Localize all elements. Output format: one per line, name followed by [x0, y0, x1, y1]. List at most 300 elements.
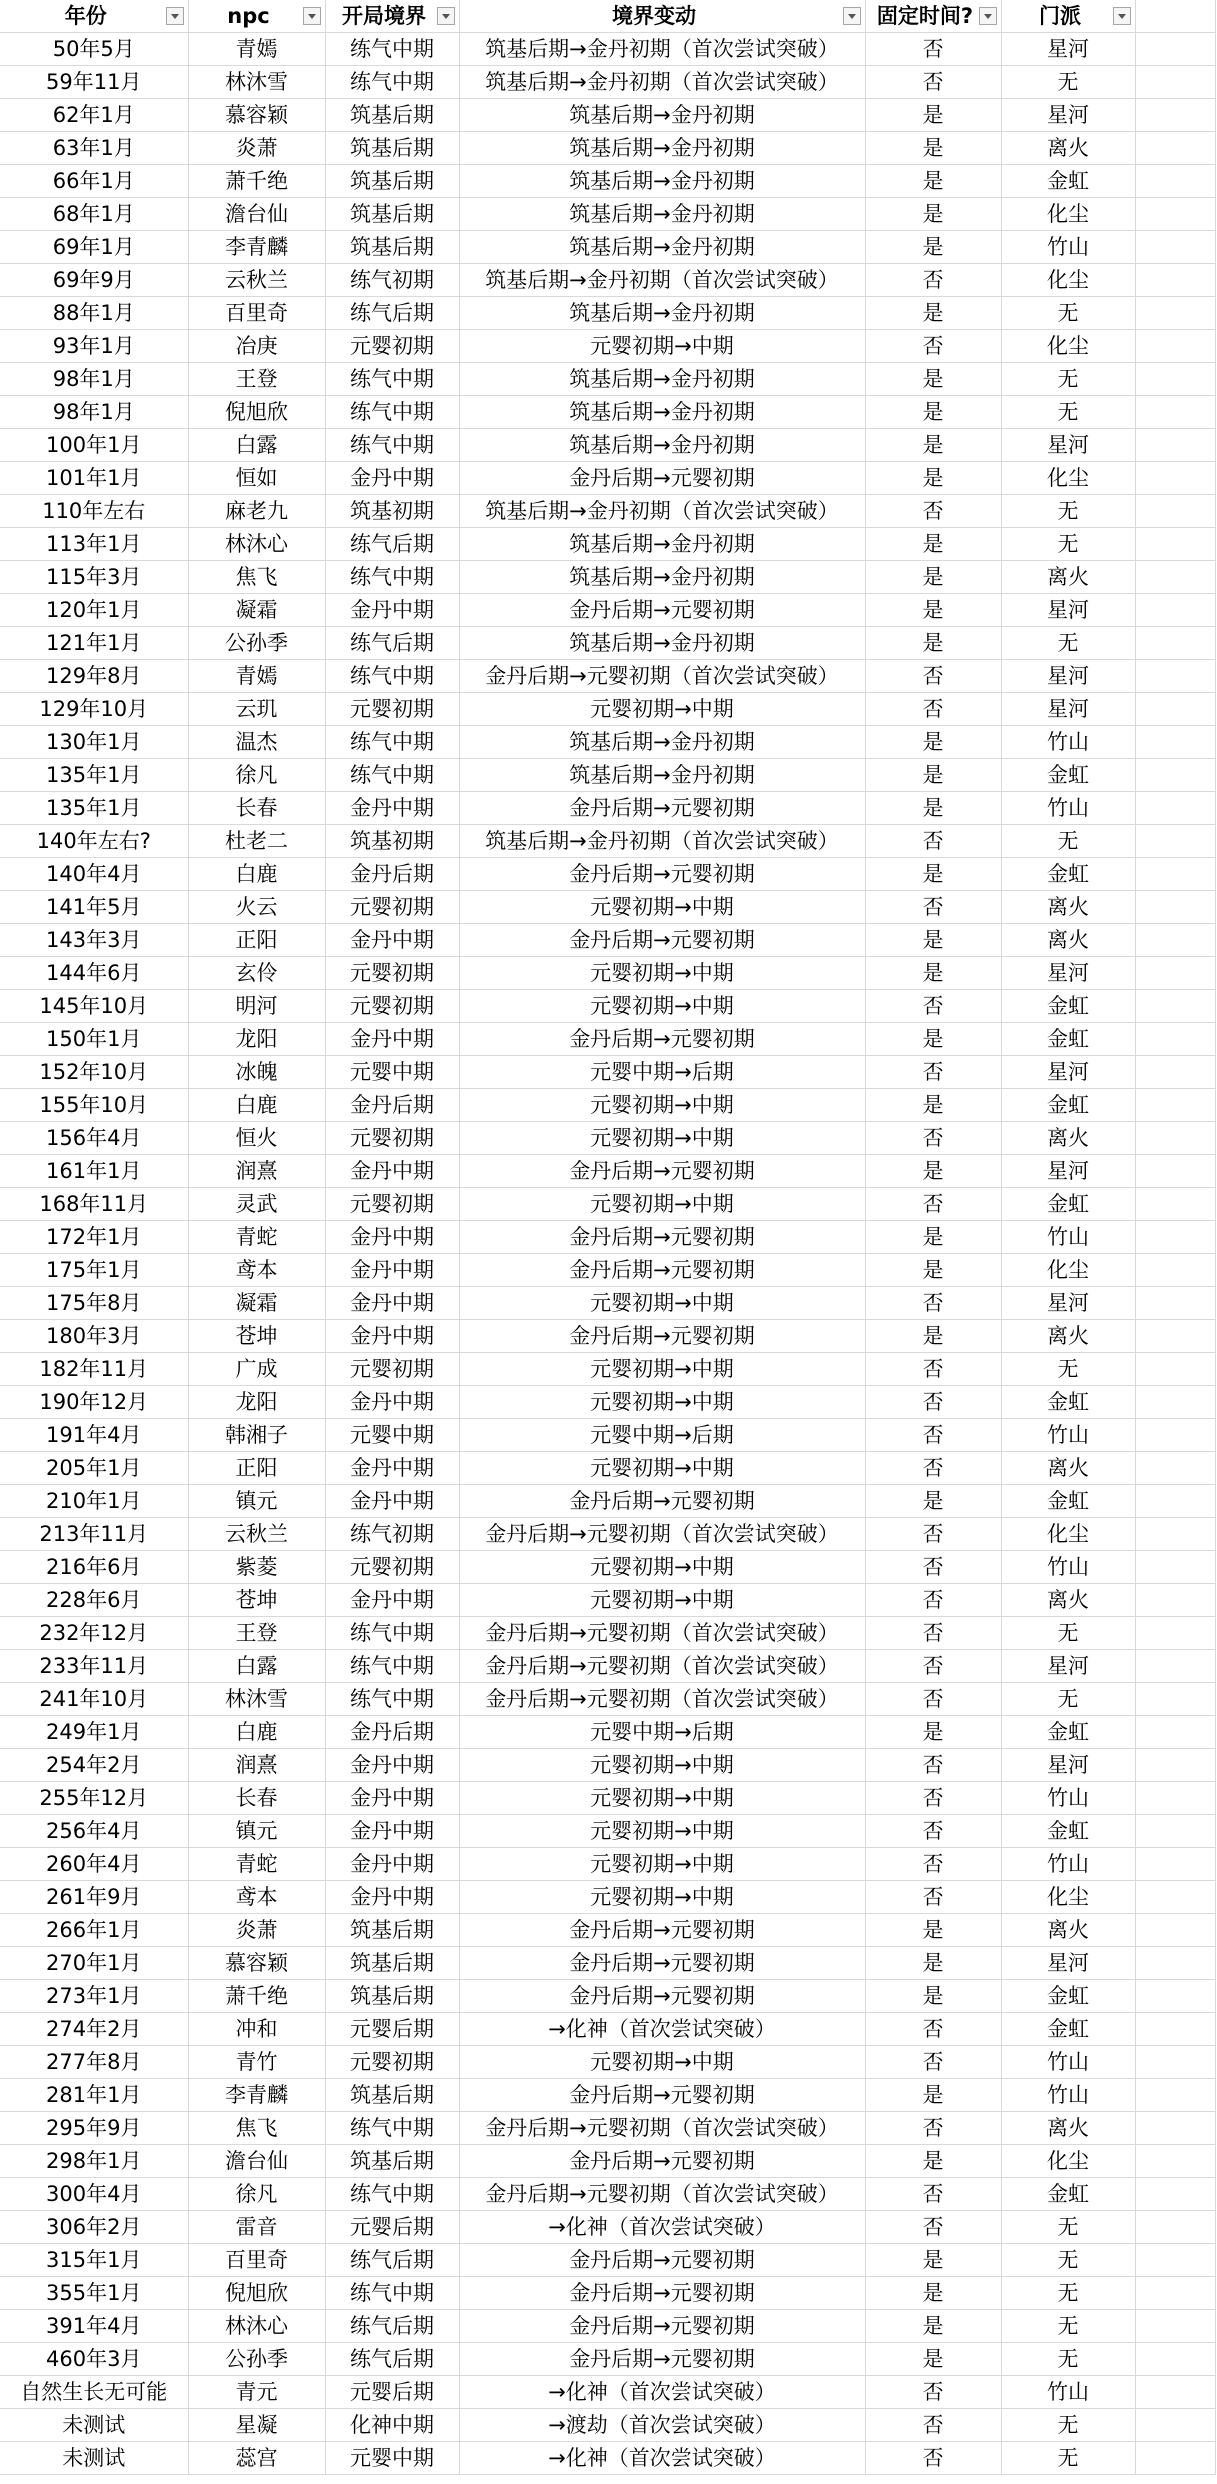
cell-fixed-time[interactable]: 否 — [865, 2046, 1001, 2079]
cell-start-realm[interactable]: 筑基后期 — [325, 2145, 459, 2178]
empty-cell[interactable] — [1135, 198, 1215, 231]
cell-fixed-time[interactable]: 否 — [865, 1386, 1001, 1419]
cell-realm-change[interactable]: 筑基后期→金丹初期（首次尝试突破） — [459, 825, 865, 858]
empty-cell[interactable] — [1135, 2046, 1215, 2079]
cell-year[interactable]: 93年1月 — [0, 330, 188, 363]
empty-cell[interactable] — [1135, 1485, 1215, 1518]
cell-year[interactable]: 261年9月 — [0, 1881, 188, 1914]
cell-year[interactable]: 205年1月 — [0, 1452, 188, 1485]
cell-sect[interactable]: 化尘 — [1001, 1254, 1135, 1287]
cell-sect[interactable]: 无 — [1001, 528, 1135, 561]
cell-fixed-time[interactable]: 否 — [865, 1551, 1001, 1584]
cell-fixed-time[interactable]: 是 — [865, 363, 1001, 396]
cell-realm-change[interactable]: 筑基后期→金丹初期 — [459, 132, 865, 165]
cell-fixed-time[interactable]: 否 — [865, 1881, 1001, 1914]
cell-start-realm[interactable]: 金丹中期 — [325, 1584, 459, 1617]
cell-realm-change[interactable]: 金丹后期→元婴初期 — [459, 1914, 865, 1947]
empty-cell[interactable] — [1135, 33, 1215, 66]
cell-realm-change[interactable]: 元婴中期→后期 — [459, 1716, 865, 1749]
cell-sect[interactable]: 金虹 — [1001, 165, 1135, 198]
cell-realm-change[interactable]: 金丹后期→元婴初期 — [459, 1023, 865, 1056]
cell-realm-change[interactable]: 金丹后期→元婴初期 — [459, 858, 865, 891]
cell-realm-change[interactable]: 金丹后期→元婴初期 — [459, 2343, 865, 2376]
empty-cell[interactable] — [1135, 891, 1215, 924]
empty-cell[interactable] — [1135, 1749, 1215, 1782]
cell-year[interactable]: 141年5月 — [0, 891, 188, 924]
cell-npc[interactable]: 青竹 — [188, 2046, 325, 2079]
cell-sect[interactable]: 金虹 — [1001, 1023, 1135, 1056]
cell-year[interactable]: 156年4月 — [0, 1122, 188, 1155]
cell-sect[interactable]: 化尘 — [1001, 1881, 1135, 1914]
cell-npc[interactable]: 苍坤 — [188, 1584, 325, 1617]
cell-realm-change[interactable]: 筑基后期→金丹初期（首次尝试突破） — [459, 66, 865, 99]
cell-start-realm[interactable]: 练气中期 — [325, 429, 459, 462]
cell-npc[interactable]: 徐凡 — [188, 2178, 325, 2211]
empty-cell[interactable] — [1135, 1386, 1215, 1419]
cell-start-realm[interactable]: 元婴中期 — [325, 2442, 459, 2475]
cell-fixed-time[interactable]: 否 — [865, 1188, 1001, 1221]
cell-sect[interactable]: 离火 — [1001, 132, 1135, 165]
empty-cell[interactable] — [1135, 363, 1215, 396]
cell-sect[interactable]: 星河 — [1001, 1749, 1135, 1782]
cell-npc[interactable]: 林沐雪 — [188, 66, 325, 99]
cell-sect[interactable]: 金虹 — [1001, 2178, 1135, 2211]
cell-npc[interactable]: 百里奇 — [188, 2244, 325, 2277]
empty-cell[interactable] — [1135, 2145, 1215, 2178]
cell-year[interactable]: 143年3月 — [0, 924, 188, 957]
empty-cell[interactable] — [1135, 693, 1215, 726]
empty-cell[interactable] — [1135, 462, 1215, 495]
cell-npc[interactable]: 王登 — [188, 1617, 325, 1650]
cell-start-realm[interactable]: 金丹后期 — [325, 858, 459, 891]
cell-npc[interactable]: 凝霜 — [188, 1287, 325, 1320]
cell-year[interactable]: 175年1月 — [0, 1254, 188, 1287]
cell-start-realm[interactable]: 练气初期 — [325, 264, 459, 297]
cell-start-realm[interactable]: 练气中期 — [325, 363, 459, 396]
cell-year[interactable]: 69年1月 — [0, 231, 188, 264]
cell-year[interactable]: 135年1月 — [0, 759, 188, 792]
empty-cell[interactable] — [1135, 429, 1215, 462]
cell-realm-change[interactable]: 元婴初期→中期 — [459, 1353, 865, 1386]
cell-realm-change[interactable]: 筑基后期→金丹初期 — [459, 297, 865, 330]
cell-year[interactable]: 182年11月 — [0, 1353, 188, 1386]
cell-fixed-time[interactable]: 是 — [865, 132, 1001, 165]
cell-realm-change[interactable]: 元婴初期→中期 — [459, 1584, 865, 1617]
cell-realm-change[interactable]: →化神（首次尝试突破） — [459, 2211, 865, 2244]
cell-npc[interactable]: 李青麟 — [188, 231, 325, 264]
cell-npc[interactable]: 青元 — [188, 2376, 325, 2409]
cell-npc[interactable]: 麻老九 — [188, 495, 325, 528]
cell-npc[interactable]: 冶庚 — [188, 330, 325, 363]
empty-cell[interactable] — [1135, 1848, 1215, 1881]
cell-start-realm[interactable]: 元婴初期 — [325, 1122, 459, 1155]
cell-start-realm[interactable]: 金丹中期 — [325, 1782, 459, 1815]
cell-year[interactable]: 232年12月 — [0, 1617, 188, 1650]
cell-sect[interactable]: 化尘 — [1001, 264, 1135, 297]
cell-realm-change[interactable]: 金丹后期→元婴初期（首次尝试突破） — [459, 1683, 865, 1716]
empty-cell[interactable] — [1135, 2376, 1215, 2409]
cell-realm-change[interactable]: 筑基后期→金丹初期（首次尝试突破） — [459, 264, 865, 297]
cell-sect[interactable]: 竹山 — [1001, 1419, 1135, 1452]
cell-start-realm[interactable]: 练气中期 — [325, 66, 459, 99]
cell-npc[interactable]: 云秋兰 — [188, 264, 325, 297]
cell-npc[interactable]: 青蛇 — [188, 1221, 325, 1254]
cell-realm-change[interactable]: 筑基后期→金丹初期 — [459, 429, 865, 462]
cell-realm-change[interactable]: 金丹后期→元婴初期 — [459, 594, 865, 627]
empty-cell[interactable] — [1135, 759, 1215, 792]
cell-npc[interactable]: 鸢本 — [188, 1254, 325, 1287]
cell-fixed-time[interactable]: 是 — [865, 594, 1001, 627]
cell-start-realm[interactable]: 筑基后期 — [325, 1980, 459, 2013]
empty-cell[interactable] — [1135, 2442, 1215, 2475]
cell-year[interactable]: 140年左右? — [0, 825, 188, 858]
cell-realm-change[interactable]: 元婴初期→中期 — [459, 1122, 865, 1155]
cell-start-realm[interactable]: 练气后期 — [325, 2343, 459, 2376]
cell-realm-change[interactable]: 筑基后期→金丹初期 — [459, 627, 865, 660]
empty-cell[interactable] — [1135, 2178, 1215, 2211]
cell-sect[interactable]: 无 — [1001, 495, 1135, 528]
cell-year[interactable]: 172年1月 — [0, 1221, 188, 1254]
cell-start-realm[interactable]: 金丹中期 — [325, 1023, 459, 1056]
cell-year[interactable]: 113年1月 — [0, 528, 188, 561]
cell-sect[interactable]: 金虹 — [1001, 1980, 1135, 2013]
cell-sect[interactable]: 金虹 — [1001, 1188, 1135, 1221]
cell-year[interactable]: 256年4月 — [0, 1815, 188, 1848]
cell-fixed-time[interactable]: 是 — [865, 1980, 1001, 2013]
cell-realm-change[interactable]: 金丹后期→元婴初期 — [459, 1155, 865, 1188]
cell-realm-change[interactable]: 金丹后期→元婴初期 — [459, 1947, 865, 1980]
cell-sect[interactable]: 星河 — [1001, 1947, 1135, 1980]
empty-cell[interactable] — [1135, 1716, 1215, 1749]
cell-fixed-time[interactable]: 是 — [865, 792, 1001, 825]
empty-cell[interactable] — [1135, 495, 1215, 528]
cell-sect[interactable]: 无 — [1001, 2244, 1135, 2277]
cell-year[interactable]: 135年1月 — [0, 792, 188, 825]
cell-sect[interactable]: 无 — [1001, 825, 1135, 858]
empty-cell[interactable] — [1135, 66, 1215, 99]
cell-realm-change[interactable]: 金丹后期→元婴初期 — [459, 2277, 865, 2310]
cell-npc[interactable]: 白露 — [188, 1650, 325, 1683]
cell-year[interactable]: 100年1月 — [0, 429, 188, 462]
cell-year[interactable]: 175年8月 — [0, 1287, 188, 1320]
cell-fixed-time[interactable]: 否 — [865, 1353, 1001, 1386]
empty-cell[interactable] — [1135, 165, 1215, 198]
cell-realm-change[interactable]: 筑基后期→金丹初期 — [459, 396, 865, 429]
cell-year[interactable]: 233年11月 — [0, 1650, 188, 1683]
cell-realm-change[interactable]: 筑基后期→金丹初期 — [459, 759, 865, 792]
cell-year[interactable]: 191年4月 — [0, 1419, 188, 1452]
cell-fixed-time[interactable]: 是 — [865, 297, 1001, 330]
cell-realm-change[interactable]: 元婴初期→中期 — [459, 1848, 865, 1881]
empty-cell[interactable] — [1135, 1518, 1215, 1551]
cell-start-realm[interactable]: 练气后期 — [325, 528, 459, 561]
cell-start-realm[interactable]: 金丹中期 — [325, 1320, 459, 1353]
cell-start-realm[interactable]: 元婴初期 — [325, 990, 459, 1023]
cell-realm-change[interactable]: 金丹后期→元婴初期 — [459, 2244, 865, 2277]
empty-cell[interactable] — [1135, 1584, 1215, 1617]
cell-fixed-time[interactable]: 是 — [865, 2310, 1001, 2343]
cell-realm-change[interactable]: 元婴初期→中期 — [459, 1386, 865, 1419]
empty-cell[interactable] — [1135, 297, 1215, 330]
cell-realm-change[interactable]: 元婴初期→中期 — [459, 1287, 865, 1320]
cell-start-realm[interactable]: 金丹中期 — [325, 1221, 459, 1254]
cell-start-realm[interactable]: 金丹中期 — [325, 1749, 459, 1782]
cell-start-realm[interactable]: 筑基后期 — [325, 99, 459, 132]
cell-start-realm[interactable]: 练气中期 — [325, 1683, 459, 1716]
cell-fixed-time[interactable]: 否 — [865, 1452, 1001, 1485]
cell-sect[interactable]: 离火 — [1001, 2112, 1135, 2145]
cell-fixed-time[interactable]: 是 — [865, 528, 1001, 561]
cell-year[interactable]: 210年1月 — [0, 1485, 188, 1518]
cell-year[interactable]: 295年9月 — [0, 2112, 188, 2145]
cell-npc[interactable]: 白露 — [188, 429, 325, 462]
cell-fixed-time[interactable]: 是 — [865, 726, 1001, 759]
cell-start-realm[interactable]: 金丹中期 — [325, 1452, 459, 1485]
cell-realm-change[interactable]: 筑基后期→金丹初期（首次尝试突破） — [459, 33, 865, 66]
cell-realm-change[interactable]: 筑基后期→金丹初期 — [459, 726, 865, 759]
cell-sect[interactable]: 星河 — [1001, 1056, 1135, 1089]
cell-fixed-time[interactable]: 否 — [865, 1122, 1001, 1155]
filter-dropdown-icon[interactable] — [303, 7, 321, 25]
cell-year[interactable]: 228年6月 — [0, 1584, 188, 1617]
empty-cell[interactable] — [1135, 99, 1215, 132]
cell-fixed-time[interactable]: 否 — [865, 1782, 1001, 1815]
cell-npc[interactable]: 白鹿 — [188, 858, 325, 891]
cell-realm-change[interactable]: 金丹后期→元婴初期 — [459, 2145, 865, 2178]
cell-start-realm[interactable]: 元婴初期 — [325, 330, 459, 363]
cell-sect[interactable]: 无 — [1001, 2442, 1135, 2475]
empty-cell[interactable] — [1135, 726, 1215, 759]
cell-year[interactable]: 355年1月 — [0, 2277, 188, 2310]
empty-cell[interactable] — [1135, 528, 1215, 561]
cell-npc[interactable]: 李青麟 — [188, 2079, 325, 2112]
cell-sect[interactable]: 金虹 — [1001, 2013, 1135, 2046]
cell-start-realm[interactable]: 金丹中期 — [325, 1386, 459, 1419]
cell-sect[interactable]: 离火 — [1001, 1914, 1135, 1947]
cell-start-realm[interactable]: 元婴初期 — [325, 693, 459, 726]
cell-sect[interactable]: 无 — [1001, 396, 1135, 429]
cell-sect[interactable]: 竹山 — [1001, 2046, 1135, 2079]
cell-npc[interactable]: 恒火 — [188, 1122, 325, 1155]
cell-npc[interactable]: 灵武 — [188, 1188, 325, 1221]
cell-fixed-time[interactable]: 是 — [865, 627, 1001, 660]
cell-start-realm[interactable]: 练气中期 — [325, 1617, 459, 1650]
cell-npc[interactable]: 正阳 — [188, 924, 325, 957]
cell-fixed-time[interactable]: 否 — [865, 33, 1001, 66]
cell-realm-change[interactable]: 元婴中期→后期 — [459, 1419, 865, 1452]
cell-fixed-time[interactable]: 否 — [865, 1584, 1001, 1617]
cell-year[interactable]: 315年1月 — [0, 2244, 188, 2277]
cell-realm-change[interactable]: 元婴初期→中期 — [459, 1815, 865, 1848]
cell-sect[interactable]: 星河 — [1001, 429, 1135, 462]
cell-year[interactable]: 152年10月 — [0, 1056, 188, 1089]
cell-start-realm[interactable]: 元婴中期 — [325, 1056, 459, 1089]
cell-start-realm[interactable]: 元婴后期 — [325, 2013, 459, 2046]
cell-npc[interactable]: 倪旭欣 — [188, 396, 325, 429]
cell-sect[interactable]: 无 — [1001, 363, 1135, 396]
cell-sect[interactable]: 金虹 — [1001, 990, 1135, 1023]
cell-year[interactable]: 59年11月 — [0, 66, 188, 99]
cell-npc[interactable]: 雷音 — [188, 2211, 325, 2244]
cell-npc[interactable]: 鸢本 — [188, 1881, 325, 1914]
cell-fixed-time[interactable]: 是 — [865, 2277, 1001, 2310]
cell-sect[interactable]: 化尘 — [1001, 462, 1135, 495]
cell-fixed-time[interactable]: 是 — [865, 1947, 1001, 1980]
cell-fixed-time[interactable]: 否 — [865, 264, 1001, 297]
cell-start-realm[interactable]: 元婴初期 — [325, 1188, 459, 1221]
cell-npc[interactable]: 萧千绝 — [188, 165, 325, 198]
cell-npc[interactable]: 公孙季 — [188, 2343, 325, 2376]
cell-sect[interactable]: 离火 — [1001, 1452, 1135, 1485]
cell-npc[interactable]: 龙阳 — [188, 1386, 325, 1419]
empty-cell[interactable] — [1135, 1155, 1215, 1188]
cell-npc[interactable]: 林沐心 — [188, 2310, 325, 2343]
cell-fixed-time[interactable]: 是 — [865, 561, 1001, 594]
cell-fixed-time[interactable]: 是 — [865, 2079, 1001, 2112]
cell-realm-change[interactable]: 筑基后期→金丹初期 — [459, 561, 865, 594]
cell-fixed-time[interactable]: 是 — [865, 1716, 1001, 1749]
empty-cell[interactable] — [1135, 1023, 1215, 1056]
empty-cell[interactable] — [1135, 1221, 1215, 1254]
cell-realm-change[interactable]: 金丹后期→元婴初期 — [459, 1221, 865, 1254]
cell-realm-change[interactable]: 元婴初期→中期 — [459, 1881, 865, 1914]
cell-realm-change[interactable]: 金丹后期→元婴初期（首次尝试突破） — [459, 2112, 865, 2145]
empty-cell[interactable] — [1135, 1683, 1215, 1716]
cell-sect[interactable]: 星河 — [1001, 1155, 1135, 1188]
cell-start-realm[interactable]: 筑基初期 — [325, 825, 459, 858]
cell-npc[interactable]: 冰魄 — [188, 1056, 325, 1089]
cell-year[interactable]: 255年12月 — [0, 1782, 188, 1815]
filter-dropdown-icon[interactable] — [1113, 7, 1131, 25]
cell-realm-change[interactable]: 金丹后期→元婴初期（首次尝试突破） — [459, 2178, 865, 2211]
cell-sect[interactable]: 金虹 — [1001, 1485, 1135, 1518]
cell-year[interactable]: 140年4月 — [0, 858, 188, 891]
cell-fixed-time[interactable]: 否 — [865, 2409, 1001, 2442]
cell-npc[interactable]: 青嫣 — [188, 660, 325, 693]
cell-start-realm[interactable]: 练气后期 — [325, 297, 459, 330]
cell-year[interactable]: 未测试 — [0, 2409, 188, 2442]
cell-year[interactable]: 260年4月 — [0, 1848, 188, 1881]
empty-cell[interactable] — [1135, 1980, 1215, 2013]
cell-realm-change[interactable]: 元婴初期→中期 — [459, 990, 865, 1023]
cell-fixed-time[interactable]: 否 — [865, 990, 1001, 1023]
cell-fixed-time[interactable]: 否 — [865, 2376, 1001, 2409]
cell-npc[interactable]: 萧千绝 — [188, 1980, 325, 2013]
cell-npc[interactable]: 慕容颖 — [188, 1947, 325, 1980]
cell-start-realm[interactable]: 练气后期 — [325, 2244, 459, 2277]
cell-fixed-time[interactable]: 否 — [865, 2211, 1001, 2244]
cell-realm-change[interactable]: 元婴初期→中期 — [459, 1452, 865, 1485]
cell-year[interactable]: 88年1月 — [0, 297, 188, 330]
cell-sect[interactable]: 无 — [1001, 297, 1135, 330]
cell-sect[interactable]: 离火 — [1001, 1320, 1135, 1353]
empty-cell[interactable] — [1135, 1650, 1215, 1683]
cell-start-realm[interactable]: 金丹中期 — [325, 1848, 459, 1881]
cell-year[interactable]: 101年1月 — [0, 462, 188, 495]
cell-sect[interactable]: 竹山 — [1001, 1551, 1135, 1584]
empty-cell[interactable] — [1135, 924, 1215, 957]
cell-sect[interactable]: 竹山 — [1001, 726, 1135, 759]
cell-start-realm[interactable]: 筑基后期 — [325, 198, 459, 231]
cell-year[interactable]: 241年10月 — [0, 1683, 188, 1716]
cell-sect[interactable]: 星河 — [1001, 660, 1135, 693]
empty-cell[interactable] — [1135, 660, 1215, 693]
empty-cell[interactable] — [1135, 2211, 1215, 2244]
cell-fixed-time[interactable]: 是 — [865, 2145, 1001, 2178]
cell-sect[interactable]: 星河 — [1001, 1650, 1135, 1683]
cell-year[interactable]: 63年1月 — [0, 132, 188, 165]
empty-cell[interactable] — [1135, 1254, 1215, 1287]
cell-realm-change[interactable]: 金丹后期→元婴初期（首次尝试突破） — [459, 1650, 865, 1683]
cell-fixed-time[interactable]: 是 — [865, 1254, 1001, 1287]
cell-start-realm[interactable]: 练气中期 — [325, 2112, 459, 2145]
cell-sect[interactable]: 无 — [1001, 2409, 1135, 2442]
empty-cell[interactable] — [1135, 1815, 1215, 1848]
cell-start-realm[interactable]: 筑基初期 — [325, 495, 459, 528]
cell-npc[interactable]: 玄伶 — [188, 957, 325, 990]
cell-start-realm[interactable]: 元婴初期 — [325, 891, 459, 924]
cell-npc[interactable]: 白鹿 — [188, 1716, 325, 1749]
cell-sect[interactable]: 竹山 — [1001, 792, 1135, 825]
cell-start-realm[interactable]: 练气中期 — [325, 660, 459, 693]
cell-year[interactable]: 254年2月 — [0, 1749, 188, 1782]
cell-sect[interactable]: 无 — [1001, 2277, 1135, 2310]
cell-fixed-time[interactable]: 是 — [865, 858, 1001, 891]
cell-sect[interactable]: 竹山 — [1001, 2376, 1135, 2409]
cell-year[interactable]: 306年2月 — [0, 2211, 188, 2244]
cell-sect[interactable]: 离火 — [1001, 561, 1135, 594]
cell-year[interactable]: 145年10月 — [0, 990, 188, 1023]
cell-year[interactable]: 277年8月 — [0, 2046, 188, 2079]
cell-realm-change[interactable]: 元婴初期→中期 — [459, 891, 865, 924]
cell-realm-change[interactable]: 元婴中期→后期 — [459, 1056, 865, 1089]
cell-npc[interactable]: 恒如 — [188, 462, 325, 495]
cell-npc[interactable]: 焦飞 — [188, 561, 325, 594]
cell-start-realm[interactable]: 金丹中期 — [325, 1287, 459, 1320]
empty-cell[interactable] — [1135, 264, 1215, 297]
cell-npc[interactable]: 镇元 — [188, 1815, 325, 1848]
cell-npc[interactable]: 百里奇 — [188, 297, 325, 330]
cell-realm-change[interactable]: →化神（首次尝试突破） — [459, 2376, 865, 2409]
cell-year[interactable]: 110年左右 — [0, 495, 188, 528]
cell-fixed-time[interactable]: 是 — [865, 759, 1001, 792]
cell-start-realm[interactable]: 金丹中期 — [325, 792, 459, 825]
empty-cell[interactable] — [1135, 561, 1215, 594]
cell-npc[interactable]: 徐凡 — [188, 759, 325, 792]
cell-year[interactable]: 300年4月 — [0, 2178, 188, 2211]
empty-cell[interactable] — [1135, 2277, 1215, 2310]
cell-year[interactable]: 69年9月 — [0, 264, 188, 297]
cell-sect[interactable]: 星河 — [1001, 33, 1135, 66]
cell-fixed-time[interactable]: 是 — [865, 396, 1001, 429]
empty-cell[interactable] — [1135, 2343, 1215, 2376]
cell-fixed-time[interactable]: 否 — [865, 825, 1001, 858]
cell-sect[interactable]: 金虹 — [1001, 1089, 1135, 1122]
empty-cell[interactable] — [1135, 1089, 1215, 1122]
cell-year[interactable]: 213年11月 — [0, 1518, 188, 1551]
empty-cell[interactable] — [1135, 2112, 1215, 2145]
cell-year[interactable]: 66年1月 — [0, 165, 188, 198]
cell-start-realm[interactable]: 元婴初期 — [325, 1353, 459, 1386]
cell-fixed-time[interactable]: 否 — [865, 330, 1001, 363]
cell-npc[interactable]: 云玑 — [188, 693, 325, 726]
cell-sect[interactable]: 金虹 — [1001, 858, 1135, 891]
cell-start-realm[interactable]: 筑基后期 — [325, 231, 459, 264]
cell-npc[interactable]: 青蛇 — [188, 1848, 325, 1881]
cell-realm-change[interactable]: 元婴初期→中期 — [459, 2046, 865, 2079]
cell-realm-change[interactable]: 元婴初期→中期 — [459, 330, 865, 363]
cell-realm-change[interactable]: 元婴初期→中期 — [459, 693, 865, 726]
